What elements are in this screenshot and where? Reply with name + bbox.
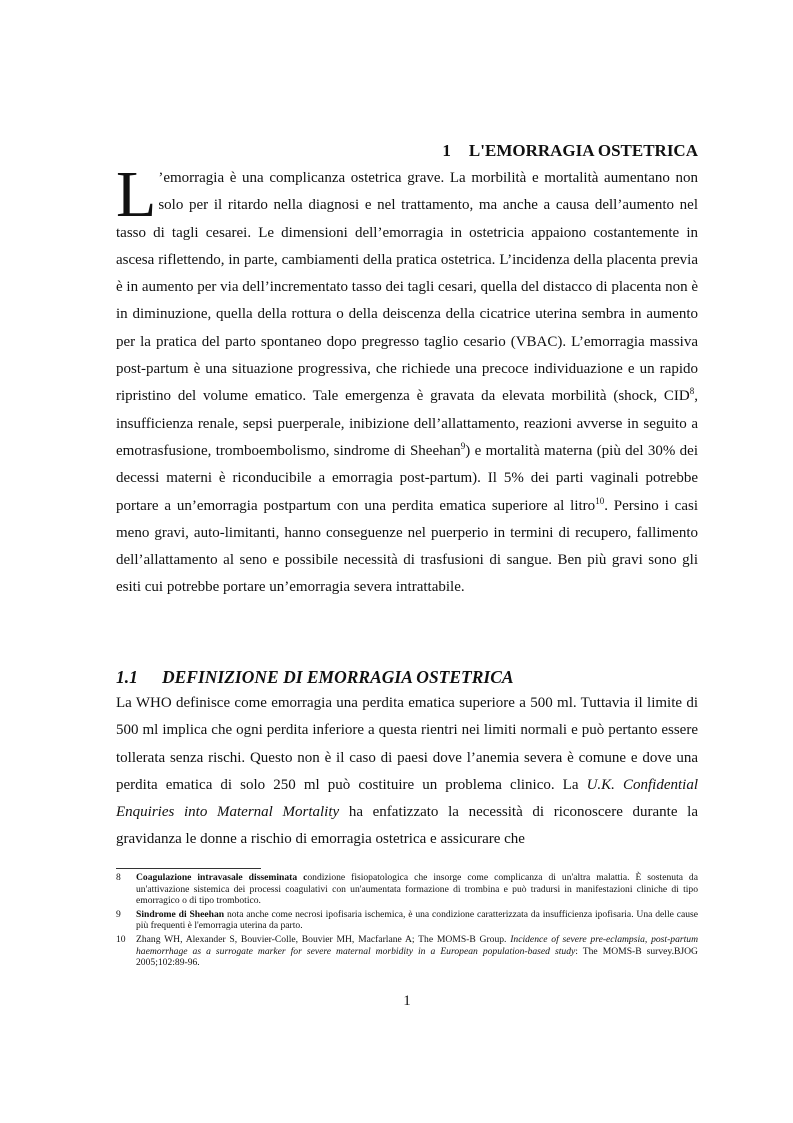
footnote-ref-10[interactable]: 10 xyxy=(595,495,605,506)
footnote-term: Sindrome di Sheehan xyxy=(136,908,225,920)
footnote-ref-8[interactable]: 8 xyxy=(689,386,695,397)
footnote-body: nota anche come necrosi ipofisaria ischemica, è una condizione caratterizzata da insufficienza ipofisaria. Una delle cause più frequenti è l'emorragia uterina da parto. xyxy=(136,908,698,932)
para1-text-2: , insufficienza renale, sepsi puerperale, inibizione dell’allattamento, reazioni avverse in seguito a emotrasfusione, tromboembolismo, sindrome di Sheehan xyxy=(116,388,698,459)
drop-cap: L xyxy=(116,158,157,231)
definition-paragraph xyxy=(116,690,698,854)
chapter-title xyxy=(442,141,698,161)
footnote-number: 8 xyxy=(116,872,121,883)
section-number: 1.1 xyxy=(116,666,138,687)
footnotes xyxy=(116,872,698,971)
chapter-title-text: L'EMORRAGIA OSTETRICA xyxy=(468,141,698,161)
footnote-ref-9[interactable]: 9 xyxy=(460,440,466,451)
footnote-number: 10 xyxy=(116,933,126,945)
footnote-source: : The MOMS-B survey.BJOG 2005;102:89-96. xyxy=(136,945,698,969)
footnote-authors: Zhang WH, Alexander S, Bouvier-Colle, Bouvier MH, Macfarlane A; The MOMS-B Group. xyxy=(136,933,511,945)
para2-text-1: La WHO definisce come emorragia una perdita ematica superiore a 500 ml. Tuttavia il limite di 500 ml implica che ogni perdita inferiore a questa rientri nei limiti normali e può pertanto essere tollerata senza rischi. Questo non è il caso di paesi dove l’anemia severa è comune e dove una perdita ematica di solo 250 ml può costituire un problema clinico. La xyxy=(116,695,698,793)
footnote-9 xyxy=(116,909,698,932)
para1-text-1: ’emorragia è una complicanza ostetrica grave. La morbilità e mortalità aumentano non solo per il ritardo nella diagnosi e nel trattamento, ma anche a causa dell’aumento nel tasso di tagli cesarei. Le dimensioni dell’emorragia in ostetricia appaiono costantemente in ascesa riflettendo, in parte, cambiamenti della pratica ostetrica. L’incidenza della placenta previa è in aumento per via dell’incrementato tasso dei tagli cesari, quella del distacco di placenta non è in diminuzione, quella della rottura o della deiscenza della cicatrice uterina sembra in aumento per la pratica del parto spontaneo dopo pregresso taglio cesario (VBAC). L’emorragia massiva post-partum è una situazione progressiva, che richiede una precoce individuazione e un rapido ripristino del volume ematico. Tale emergenza è gravata da elevata morbilità (shock, CID xyxy=(116,170,698,405)
para2-text-2: ha enfatizzato la necessità di riconoscere durante la gravidanza le donne a rischio di emorragia ostetrica e assicurare che xyxy=(116,804,698,848)
para1-text-3: ) e mortalità materna (più del 30% dei decessi materni è riconducibile a emorragia post-partum). Il 5% dei parti vaginali potrebbe portare a un’emorragia postpartum con una perdita ematica superiore al litro xyxy=(116,442,698,514)
intro-paragraph xyxy=(116,158,698,602)
section-title-text: DEFINIZIONE DI EMORRAGIA OSTETRICA xyxy=(162,666,514,687)
footnote-text xyxy=(136,872,698,907)
footnote-number: 9 xyxy=(116,908,121,920)
footnote-text xyxy=(136,934,698,969)
section-heading xyxy=(116,667,514,688)
footnote-term: Coagulazione intravasale disseminata c xyxy=(136,872,308,883)
footnote-article-title: Incidence of severe pre-eclampsia, post-partum haemorrhage as a surrogate marker for severe maternal morbidity in a European population-based study xyxy=(136,933,698,957)
footnote-10 xyxy=(116,934,698,969)
para1-text-4: . Persino i casi meno gravi, auto-limitanti, hanno conseguenze nel puerperio in termini di recupero, fallimento dell’allattamento al seno e possibile necessità di trasfusioni di sangue. Ben più gravi sono gli esiti cui potrebbe portare un’emorragia severa intrattabile. xyxy=(116,497,698,596)
footnote-text xyxy=(136,909,698,932)
footnote-body: ondizione fisiopatologica che insorge come complicanza di un'altra malattia. È sostenuta da un'attivazione sistemica dei processi coagulativi con un'aumentata formazione di trombina e può tradursi in manifestazioni cliniche di tipo emorragico o di tipo trombotico. xyxy=(136,872,698,907)
chapter-number: 1 xyxy=(442,141,451,161)
footnote-8 xyxy=(116,872,698,907)
footnote-divider xyxy=(116,868,261,869)
page-number: 1 xyxy=(403,993,411,1009)
para2-italic: U.K. Confidential Enquiries into Maternal Mortality xyxy=(116,776,698,821)
